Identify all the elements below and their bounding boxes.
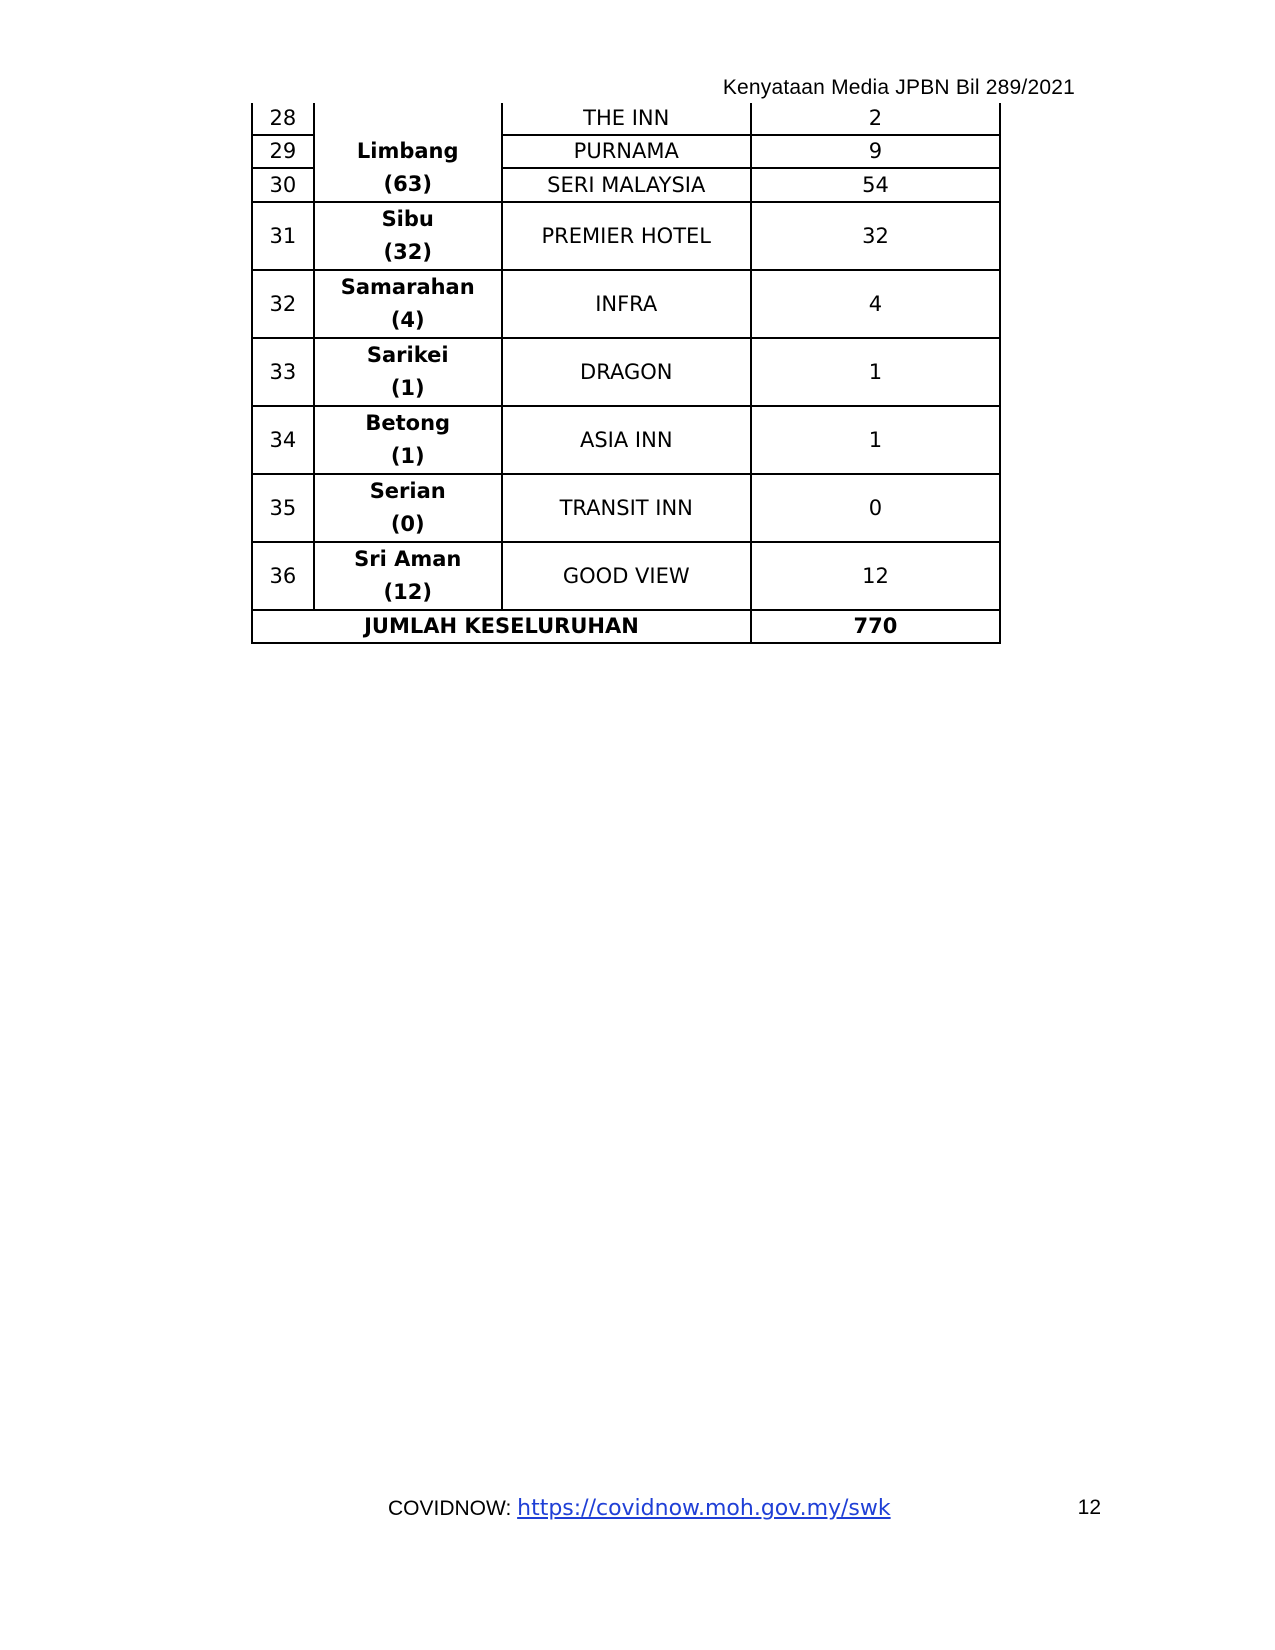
- quarantine-hotel-table: [251, 103, 1001, 644]
- table-row: [252, 135, 1000, 168]
- row-number: 29: [252, 135, 314, 168]
- hotel-name: PURNAMA: [502, 135, 751, 168]
- page-number: 12: [1077, 1496, 1101, 1519]
- division-cell: [314, 270, 502, 338]
- division-cell: [314, 168, 502, 202]
- hotel-count: 1: [751, 406, 1000, 474]
- covidnow-link[interactable]: https://covidnow.moh.gov.my/swk: [517, 1496, 891, 1521]
- row-number: 32: [252, 270, 314, 338]
- division-total: (32): [383, 240, 432, 264]
- division-name: Betong: [365, 411, 451, 435]
- hotel-count: 2: [751, 103, 1000, 135]
- table-row: [252, 202, 1000, 270]
- row-number: 30: [252, 168, 314, 202]
- document-reference: Kenyataan Media JPBN Bil 289/2021: [722, 76, 1075, 99]
- table-row: [252, 406, 1000, 474]
- hotel-count: 4: [751, 270, 1000, 338]
- division-total: (63): [383, 172, 432, 196]
- division-name: Limbang: [356, 139, 459, 163]
- row-number: 35: [252, 474, 314, 542]
- total-row: [252, 610, 1000, 643]
- division-cell: [314, 474, 502, 542]
- division-name: Samarahan: [340, 275, 475, 299]
- table-row: [252, 338, 1000, 406]
- total-value: 770: [751, 610, 1000, 643]
- hotel-count: 54: [751, 168, 1000, 202]
- row-number: 36: [252, 542, 314, 610]
- row-number: 34: [252, 406, 314, 474]
- hotel-count: 0: [751, 474, 1000, 542]
- table-row: [252, 270, 1000, 338]
- total-label: JUMLAH KESELURUHAN: [252, 610, 751, 643]
- footer-prefix: COVIDNOW:: [388, 1497, 518, 1520]
- hotel-count: 1: [751, 338, 1000, 406]
- division-cell: [314, 135, 502, 168]
- division-name: Sri Aman: [354, 547, 462, 571]
- division-total: (0): [390, 512, 425, 536]
- hotel-name: TRANSIT INN: [502, 474, 751, 542]
- division-total: (1): [390, 444, 425, 468]
- row-number: 28: [252, 103, 314, 135]
- hotel-count: 12: [751, 542, 1000, 610]
- hotel-count: 9: [751, 135, 1000, 168]
- hotel-name: DRAGON: [502, 338, 751, 406]
- division-total: (4): [390, 308, 425, 332]
- division-total: (1): [390, 376, 425, 400]
- hotel-name: PREMIER HOTEL: [502, 202, 751, 270]
- division-cell: [314, 103, 502, 135]
- division-cell: [314, 338, 502, 406]
- table-row: [252, 103, 1000, 135]
- table-row: [252, 474, 1000, 542]
- table-row: [252, 542, 1000, 610]
- table-row: [252, 168, 1000, 202]
- division-name: Serian: [369, 479, 446, 503]
- division-name: Sarikei: [366, 343, 449, 367]
- division-cell: [314, 542, 502, 610]
- hotel-count: 32: [751, 202, 1000, 270]
- division-cell: [314, 202, 502, 270]
- footer: [388, 1496, 891, 1521]
- division-cell: [314, 406, 502, 474]
- hotel-name: INFRA: [502, 270, 751, 338]
- division-total: (12): [383, 580, 432, 604]
- hotel-name: GOOD VIEW: [502, 542, 751, 610]
- hotel-name: SERI MALAYSIA: [502, 168, 751, 202]
- division-name: Sibu: [381, 207, 434, 231]
- row-number: 31: [252, 202, 314, 270]
- row-number: 33: [252, 338, 314, 406]
- hotel-name: THE INN: [502, 103, 751, 135]
- hotel-name: ASIA INN: [502, 406, 751, 474]
